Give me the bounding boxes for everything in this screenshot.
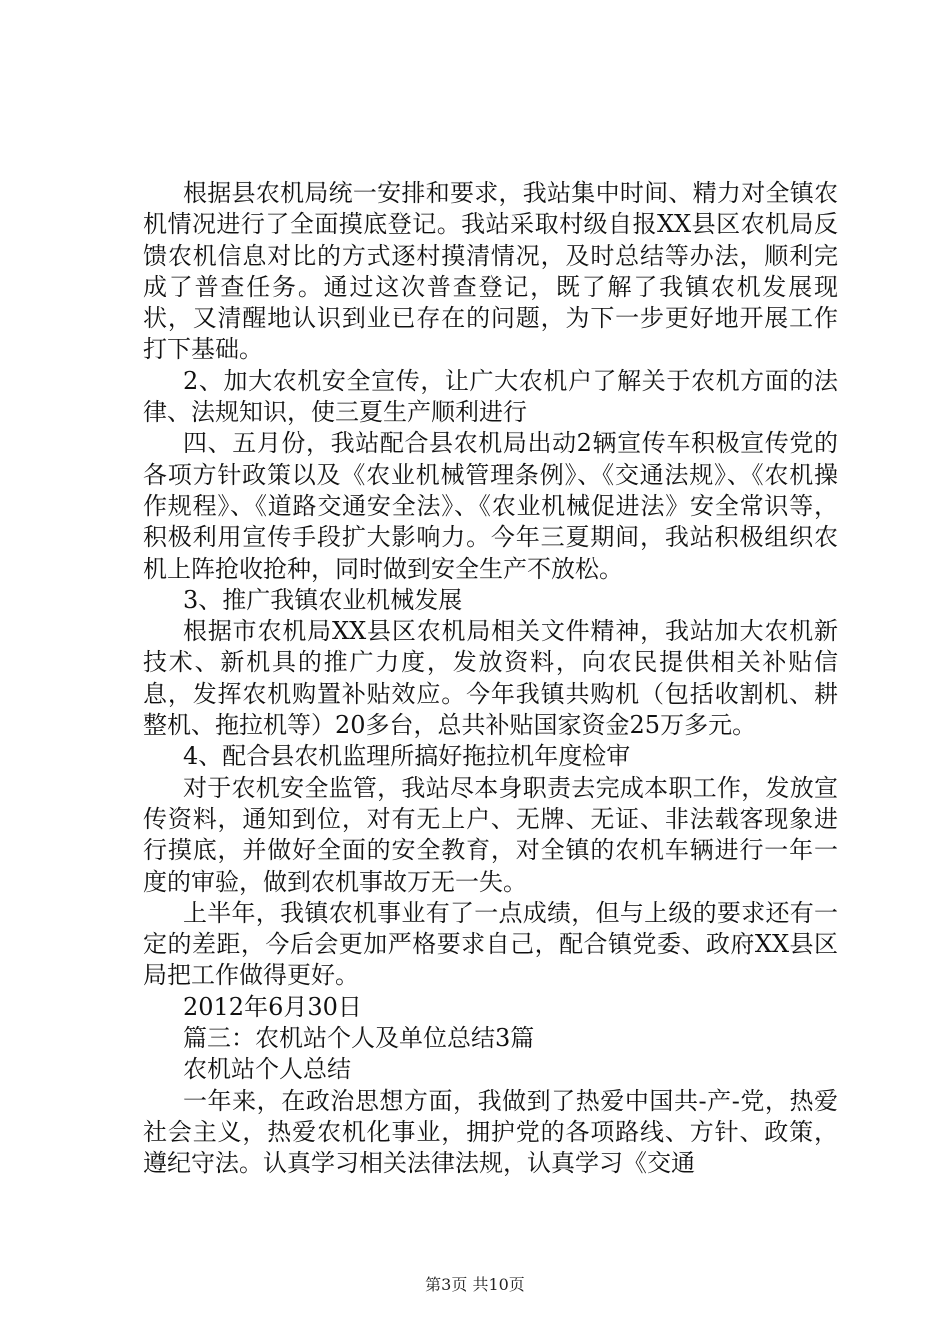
paragraph: 3、推广我镇农业机械发展 <box>183 585 463 614</box>
paragraph: 上半年，我镇农机事业有了一点成绩，但与上级的要求还有一定的差距，今后会更加严格要求自己，配合镇党委、政府XX县区局把工作做得更好。 <box>143 898 838 990</box>
paragraph: 根据市农机局XX县区农机局相关文件精神，我站加大农机新技术、新机具的推广力度，发放资料，向农民提供相关补贴信息，发挥农机购置补贴效应。今年我镇共购机（包括收割机、耕整机、拖拉机等）20多台，总共补贴国家资金25万多元。 <box>143 617 838 740</box>
paragraph: 根据县农机局统一安排和要求，我站集中时间、精力对全镇农机情况进行了全面摸底登记。我站采取村级自报XX县区农机局反馈农机信息对比的方式逐村摸清情况，及时总结等办法，顺利完成了普查任务。通过这次普查登记，既了解了我镇农机发展现状，又清醒地认识到业已存在的问题，为下一步更好地开展工作打下基础。 <box>143 179 838 364</box>
section-heading: 篇三：农机站个人及单位总结3篇 <box>183 1024 535 1053</box>
paragraph: 对于农机安全监管，我站尽本身职责去完成本职工作，发放宣传资料，通知到位，对有无上户、无牌、无证、非法载客现象进行摸底，并做好全面的安全教育，对全镇的农机车辆进行一年一度的审验，做到农机事故万无一失。 <box>143 773 838 896</box>
paragraph: 4、配合县农机监理所搞好拖拉机年度检审 <box>183 742 631 771</box>
date-line: 2012年6月30日 <box>183 992 362 1021</box>
subsection-heading: 农机站个人总结 <box>183 1055 351 1084</box>
paragraph: 四、五月份，我站配合县农机局出动2辆宣传车积极宣传党的各项方针政策以及《农业机械管理条例》、《交通法规》、《农机操作规程》、《道路交通安全法》、《农业机械促进法》安全常识等，积极利用宣传手段扩大影响力。今年三夏期间，我站积极组织农机上阵抢收抢种，同时做到安全生产不放松。 <box>143 429 838 583</box>
paragraph: 一年来，在政治思想方面，我做到了热爱中国共-产-党，热爱社会主义，热爱农机化事业，拥护党的各项路线、方针、政策，遵纪守法。认真学习相关法律法规，认真学习《交通 <box>143 1086 838 1178</box>
page-footer: 第3页 共10页 <box>425 1275 525 1294</box>
body-text <box>143 178 838 1180</box>
paragraph: 2、加大农机安全宣传，让广大农机户了解关于农机方面的法律、法规知识，使三夏生产顺利进行 <box>143 366 838 427</box>
